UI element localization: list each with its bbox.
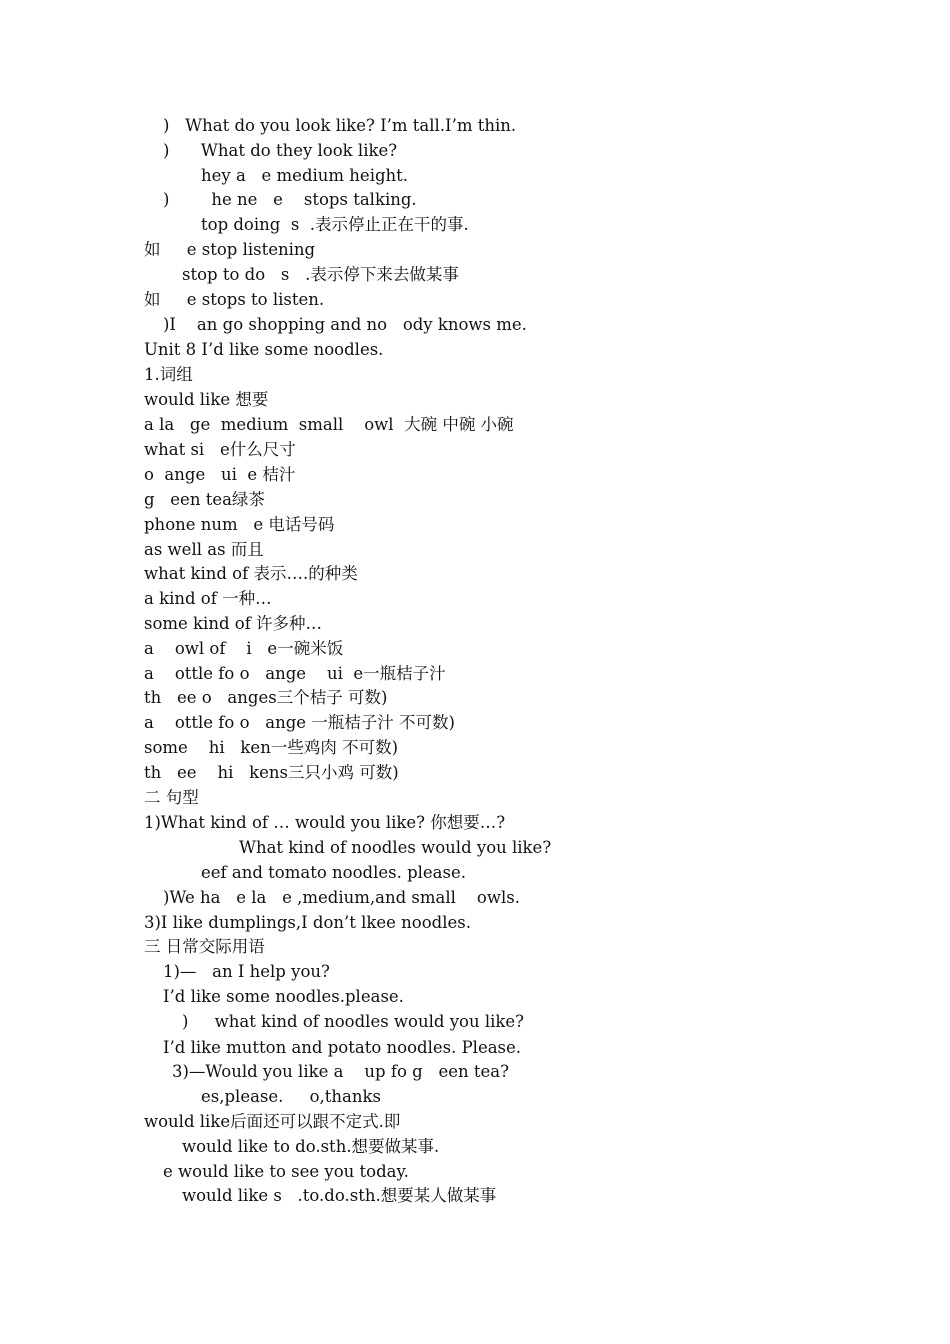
text-line: some kind of 许多种… [144,614,323,633]
text-line: ) what kind of noodles would you like? [182,1012,524,1031]
text-line: 1)What kind of … would you like? 你想要…? [144,813,506,832]
text-line: 如 e stop listening [144,240,316,259]
text-line: phone num e 电话号码 [144,515,335,534]
text-line: would like s .to.do.sth.想要某人做某事 [182,1186,497,1205]
text-line: top doing s .表示停止正在干的事. [201,215,469,234]
text-line: a owl of i e一碗米饭 [144,639,344,658]
text-line: g een tea绿茶 [144,490,265,509]
text-line: th ee hi kens三只小鸡 可数) [144,763,399,782]
text-line: I’d like some noodles.please. [163,987,404,1006]
text-line: th ee o anges三个桔子 可数) [144,688,388,707]
section-heading: 三 日常交际用语 [144,937,265,956]
text-line: hey a e medium height. [201,166,409,185]
text-line: a ottle fo o ange ui e一瓶桔子汁 [144,664,446,683]
text-line: as well as 而且 [144,540,264,559]
text-line: ) he ne e stops talking. [163,190,417,209]
section-heading: 1.词组 [144,365,193,384]
text-line: what kind of 表示….的种类 [144,564,358,583]
text-line: what si e什么尺寸 [144,440,296,459]
text-line: would like 想要 [144,390,269,409]
text-line: would like to do.sth.想要做某事. [182,1137,440,1156]
text-line: I’d like mutton and potato noodles. Please. [163,1038,522,1057]
text-line: 3)I like dumplings,I don’t lkee noodles. [144,913,471,932]
text-line: e would like to see you today. [163,1162,409,1181]
text-line: 如 e stops to listen. [144,290,325,309]
text-line: o ange ui e 桔汁 [144,465,296,484]
text-line: What kind of noodles would you like? [239,838,552,857]
section-heading: 二 句型 [144,788,199,807]
text-line: )I an go shopping and no ody knows me. [163,315,527,334]
text-line: ) What do you look like? I’m tall.I’m thin. [163,116,517,135]
text-line: 1)— an I help you? [163,962,330,981]
text-line: a ottle fo o ange 一瓶桔子汁 不可数) [144,713,455,732]
text-line: a la ge medium small owl 大碗 中碗 小碗 [144,415,514,434]
text-line: )We ha e la e ,medium,and small owls. [163,888,520,907]
text-line: would like后面还可以跟不定式.即 [144,1112,401,1131]
text-line: 3)—Would you like a up fo g een tea? [172,1062,509,1081]
text-line: stop to do s .表示停下来去做某事 [182,265,459,284]
unit-heading: Unit 8 I’d like some noodles. [144,340,384,359]
text-line: es,please. o,thanks [201,1087,381,1106]
text-line: some hi ken一些鸡肉 不可数) [144,738,399,757]
text-line: eef and tomato noodles. please. [201,863,466,882]
text-line: a kind of 一种… [144,589,272,608]
text-line: ) What do they look like? [163,141,398,160]
